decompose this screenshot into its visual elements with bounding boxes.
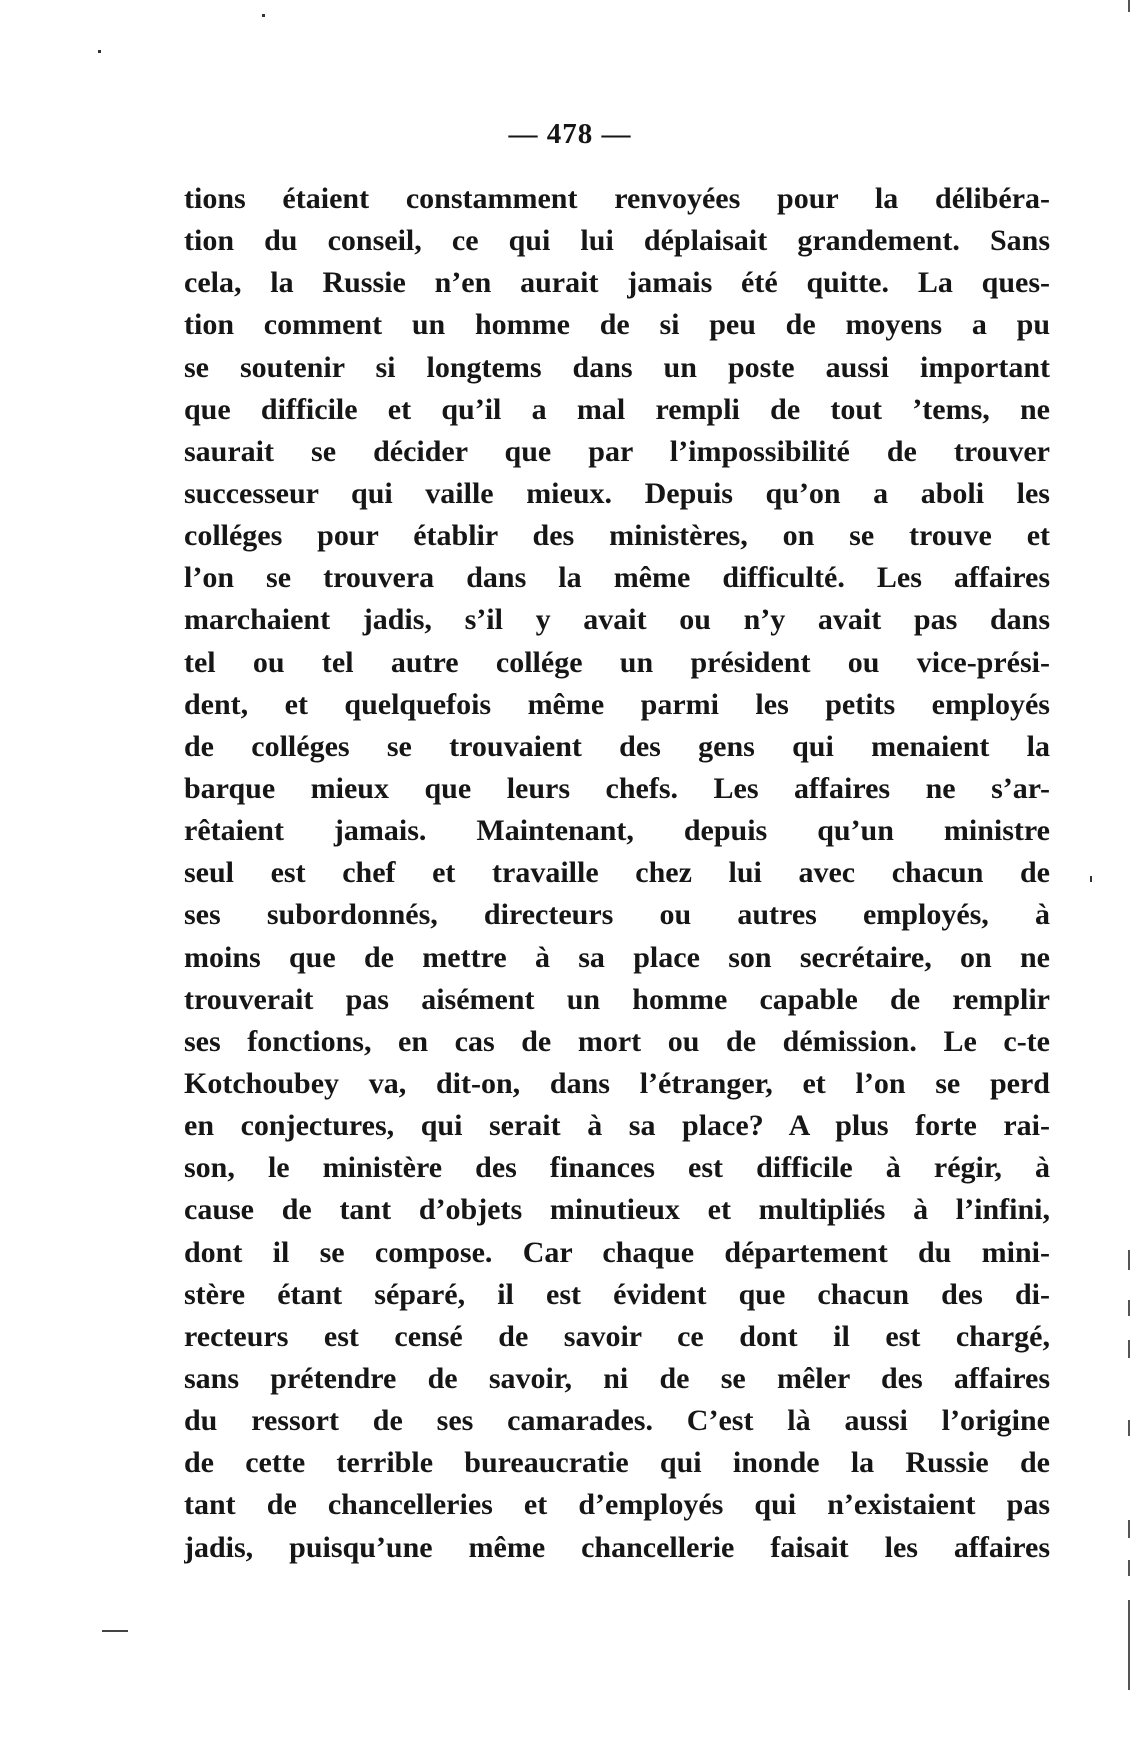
body-text (184, 178, 1050, 1569)
scan-speck (262, 14, 265, 17)
text-line: son, le ministère des finances est difficile à régir, à (184, 1151, 1050, 1185)
text-line: marchaient jadis, s’il y avait ou n’y avait pas dans (184, 603, 1050, 637)
text-line: jadis, puisqu’une même chancellerie faisait les affaires (184, 1530, 1050, 1564)
text-line: dent, et quelquefois même parmi les petits employés (184, 687, 1050, 721)
text-line: cela, la Russie n’en aurait jamais été quitte. La ques- (184, 266, 1050, 300)
text-line: saurait se décider que par l’impossibilité de trouver (184, 434, 1050, 468)
text-line: tions étaient constamment renvoyées pour la délibéra- (184, 182, 1050, 215)
text-line: sans prétendre de savoir, ni de se mêler des affaires (184, 1361, 1050, 1395)
text-line: ses subordonnés, directeurs ou autres employés, à (184, 898, 1050, 932)
text-line: Kotchoubey va, dit-on, dans l’étranger, et l’on se perd (184, 1066, 1050, 1100)
text-line: moins que de mettre à sa place son secrétaire, on ne (184, 940, 1050, 974)
text-line: recteurs est censé de savoir ce dont il est chargé, (184, 1319, 1050, 1353)
page-edge-line (1128, 1420, 1130, 1436)
page-edge-line (1128, 1600, 1130, 1690)
text-line: barque mieux que leurs chefs. Les affaires ne s’ar- (184, 771, 1050, 805)
text-line: rêtaient jamais. Maintenant, depuis qu’un ministre (184, 814, 1050, 848)
text-line: successeur qui vaille mieux. Depuis qu’on a aboli les (184, 476, 1050, 510)
text-line: se soutenir si longtems dans un poste aussi important (184, 350, 1050, 384)
text-line: du ressort de ses camarades. C’est là aussi l’origine (184, 1404, 1050, 1438)
text-line: que difficile et qu’il a mal rempli de tout ’tems, ne (184, 392, 1050, 426)
text-line: tant de chancelleries et d’employés qui n’existaient pas (184, 1488, 1050, 1522)
text-line: stère étant séparé, il est évident que chacun des di- (184, 1277, 1050, 1311)
page-edge-line (1128, 1520, 1130, 1538)
text-line: cause de tant d’objets minutieux et multipliés à l’infini, (184, 1193, 1050, 1227)
text-line: colléges pour établir des ministères, on se trouve et (184, 519, 1050, 553)
scan-speck (98, 50, 101, 53)
text-line: de cette terrible bureaucratie qui inonde la Russie de (184, 1446, 1050, 1480)
page-edge-line (1128, 1340, 1130, 1358)
text-line: tion comment un homme de si peu de moyens a pu (184, 308, 1050, 342)
text-line: tion du conseil, ce qui lui déplaisait grandement. Sans (184, 224, 1050, 258)
text-line: l’on se trouvera dans la même difficulté. Les affaires (184, 561, 1050, 595)
margin-rule (102, 1630, 128, 1632)
scan-speck (1090, 876, 1092, 882)
text-line: trouverait pas aisément un homme capable de remplir (184, 982, 1050, 1016)
text-line: tel ou tel autre collége un président ou vice-prési- (184, 645, 1050, 679)
page-edge-line (1128, 1250, 1130, 1270)
text-line: ses fonctions, en cas de mort ou de démission. Le c-te (184, 1024, 1050, 1058)
page-edge-line (1128, 1300, 1130, 1316)
page-edge-line (1128, 1560, 1130, 1576)
text-line: en conjectures, qui serait à sa place? A plus forte rai- (184, 1109, 1050, 1143)
text-line: dont il se compose. Car chaque département du mini- (184, 1235, 1050, 1269)
page-number: — 478 — (508, 118, 632, 150)
text-line: seul est chef et travaille chez lui avec chacun de (184, 856, 1050, 890)
page-edge-line (1128, 0, 1130, 12)
text-line: de colléges se trouvaient des gens qui menaient la (184, 729, 1050, 763)
